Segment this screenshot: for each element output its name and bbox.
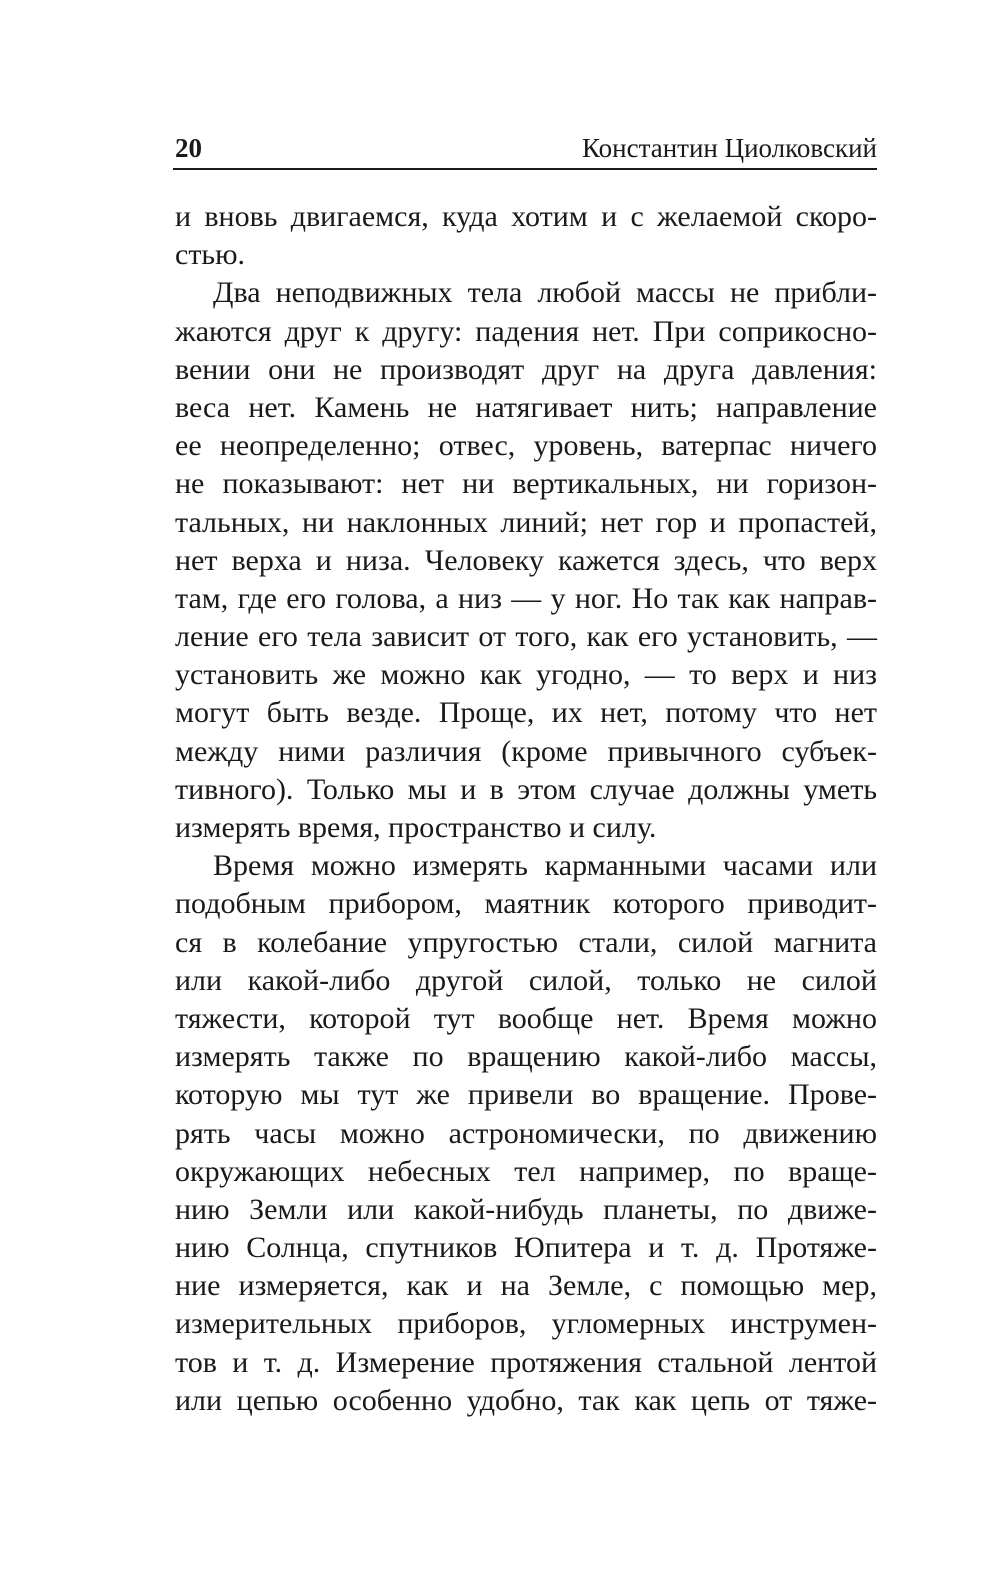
text-line: ние измеряется, как и на Земле, с помощью мер,: [175, 1269, 877, 1303]
text-line: ление его тела зависит от того, как его установить, —: [175, 620, 877, 654]
text-line: тов и т. д. Измерение протяжения стальной лентой: [175, 1345, 877, 1379]
text-line: измерять время, пространство и силу.: [175, 811, 657, 844]
text-line: измерительных приборов, угломерных инструмен-: [175, 1307, 877, 1341]
text-line: тивного). Только мы и в этом случае должны уметь: [175, 772, 877, 806]
text-line: вении они не производят друг на друга давления:: [175, 352, 877, 386]
text-line: окружающих небесных тел например, по враще-: [175, 1154, 877, 1188]
text-line: которую мы тут же привели во вращение. Прове-: [175, 1078, 877, 1112]
text-line: и вновь двигаемся, куда хотим и с желаемой скоро-: [175, 200, 877, 233]
running-title: Константин Циолковский: [581, 133, 877, 163]
text-line: измерять также по вращению какой-либо массы,: [175, 1040, 877, 1074]
text-line: там, где его голова, а низ — у ног. Но так как направ-: [175, 581, 877, 615]
text-line: нию Земли или какой-нибудь планеты, по движе-: [175, 1192, 877, 1226]
page-number: 20: [175, 133, 202, 163]
text-line: веса нет. Камень не натягивает нить; направление: [175, 390, 877, 424]
text-line: нию Солнца, спутников Юпитера и т. д. Протяже-: [175, 1231, 877, 1265]
text-line: Два неподвижных тела любой массы не прибли-: [213, 276, 877, 310]
text-line: подобным прибором, маятник которого приводит-: [175, 887, 877, 921]
text-line: ся в колебание упругостью стали, силой магнита: [175, 925, 877, 959]
text-line: Время можно измерять карманными часами или: [213, 849, 877, 883]
text-line: тальных, ни наклонных линий; нет гор и пропастей,: [175, 505, 877, 539]
text-line: стью.: [175, 238, 246, 272]
text-line: между ними различия (кроме привычного субъек-: [175, 734, 877, 768]
page-header: [173, 128, 877, 170]
text-line: ее неопределенно; отвес, уровень, ватерпас ничего: [175, 429, 877, 463]
text-line: тяжести, которой тут вообще нет. Время можно: [175, 1001, 877, 1035]
text-line: рять часы можно астрономически, по движению: [175, 1116, 877, 1150]
text-line: нет верха и низа. Человеку кажется здесь, что верх: [175, 543, 877, 577]
text-line: установить же можно как угодно, — то верх и низ: [175, 658, 877, 692]
text-line: или цепью особенно удобно, так как цепь от тяже-: [175, 1383, 877, 1417]
body-text: [175, 198, 877, 1420]
text-line: жаются друг к другу: падения нет. При соприкоснo-: [175, 314, 877, 348]
text-line: не показывают: нет ни вертикальных, ни горизон-: [175, 467, 877, 501]
text-line: могут быть везде. Проще, их нет, потому что нет: [175, 696, 877, 730]
text-line: или какой-либо другой силой, только не силой: [175, 963, 877, 997]
